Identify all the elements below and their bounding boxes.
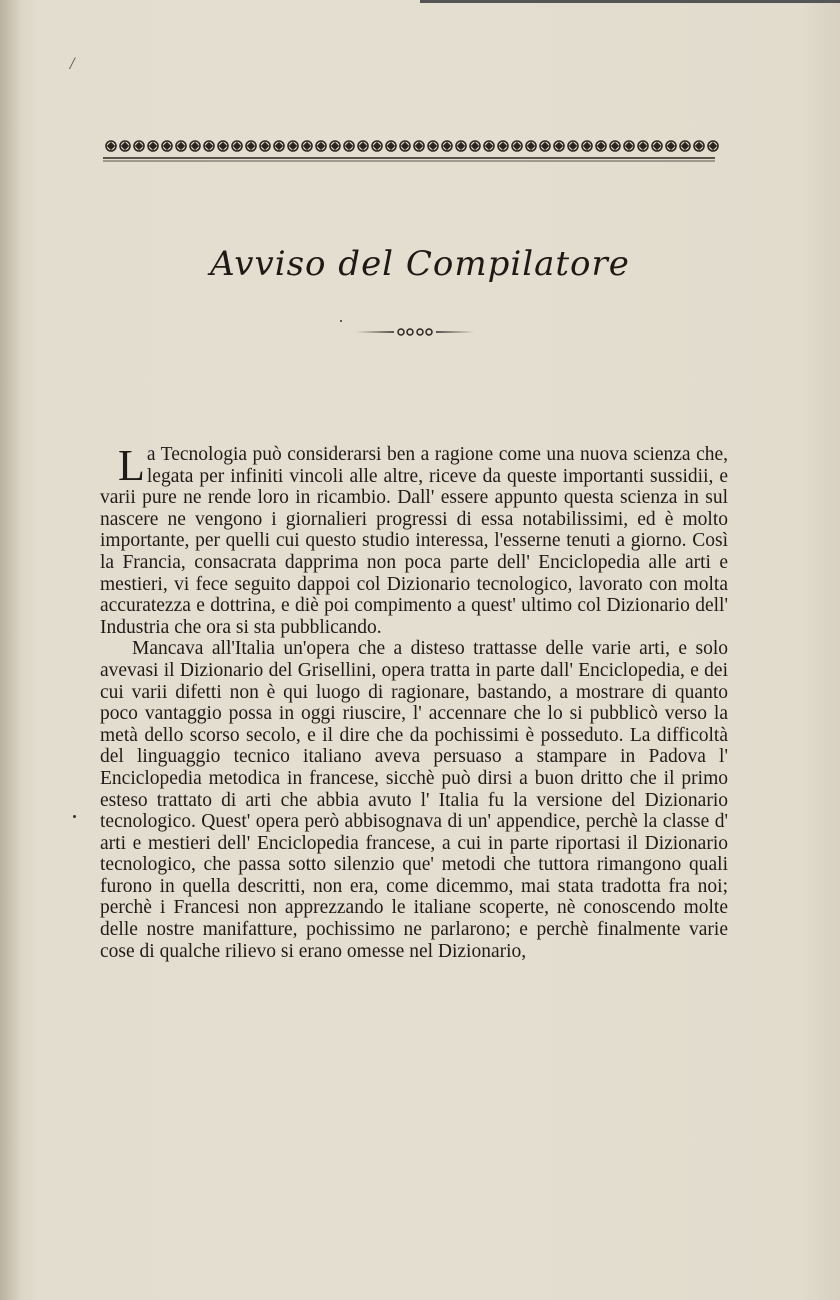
paragraph-1 bbox=[100, 441, 728, 638]
stray-pen-mark: / bbox=[70, 56, 75, 72]
body-text bbox=[100, 441, 728, 962]
stray-dot bbox=[340, 320, 342, 322]
drop-cap: L bbox=[118, 441, 145, 490]
ornamental-border-icon bbox=[103, 132, 725, 168]
title-flourish-icon bbox=[354, 325, 476, 339]
paragraph-2: Mancava all'Italia un'opera che a disteso trattasse delle varie arti, e solo avevasi il Dizionario del Grisellini, opera tratta in parte dall' Enciclopedia, e dei cui varii difetti non è qui luogo di ragionare, bastando, a mostrare di quanto poco vantaggio possa in oggi riuscire, l' accennare che lo si pubblicò verso la metà dello scorso secolo, e il dire che da pochissimi è posseduto. La difficoltà del linguaggio tecnico italiano aveva persuaso a stampare in Padova l' Enciclopedia metodica in francese, sicchè può dirsi a buon dritto che il primo esteso trattato di arti che abbia avuto l' Italia fu la versione del Dizionario tecnologico. Quest' opera però abbisognava di un' appendice, perchè la classe d' arti e mestieri dell' Enciclopedia francese, a cui in parte riportasi il Dizionario tecnologico, che passa sotto silenzio que' metodi che tuttora rimangono quali furono in quella descritti, non era, come dicemmo, mai stata tradotta fra noi; perchè i Francesi non apprezzando le italiane scoperte, nè conoscendo molte delle nostre manifatture, pochissimo ne parlarono; e perchè finalmente varie cose di qualche rilievo si erano omesse nel Dizionario, bbox=[100, 638, 728, 962]
page-top-edge bbox=[420, 0, 840, 3]
page-title: Avviso del Compilatore bbox=[210, 244, 630, 284]
paragraph-1-text: a Tecnologia può considerarsi ben a ragione come una nuova scienza che, legata per infiniti vincoli alle altre, riceve da queste importanti sussidii, e varii pure ne rende loro in ricambio. Dall' essere appunto questa scienza in sul nascere ne vengono i giornalieri progressi di essa notabilissimi, ed è molto importante, per quelli cui questo studio interessa, l'esserne tenuti a giorno. Così la Francia, consacrata dapprima non poca parte dell' Enciclopedia alle arti e mestieri, vi fece seguito dappoi col Dizionario tecnologico, lavorato con molta accuratezza e dottrina, e diè poi compimento a quest' ultimo col Dizionario dell' Industria che ora si sta pubblicando. bbox=[100, 444, 728, 638]
stray-dot bbox=[73, 815, 76, 818]
